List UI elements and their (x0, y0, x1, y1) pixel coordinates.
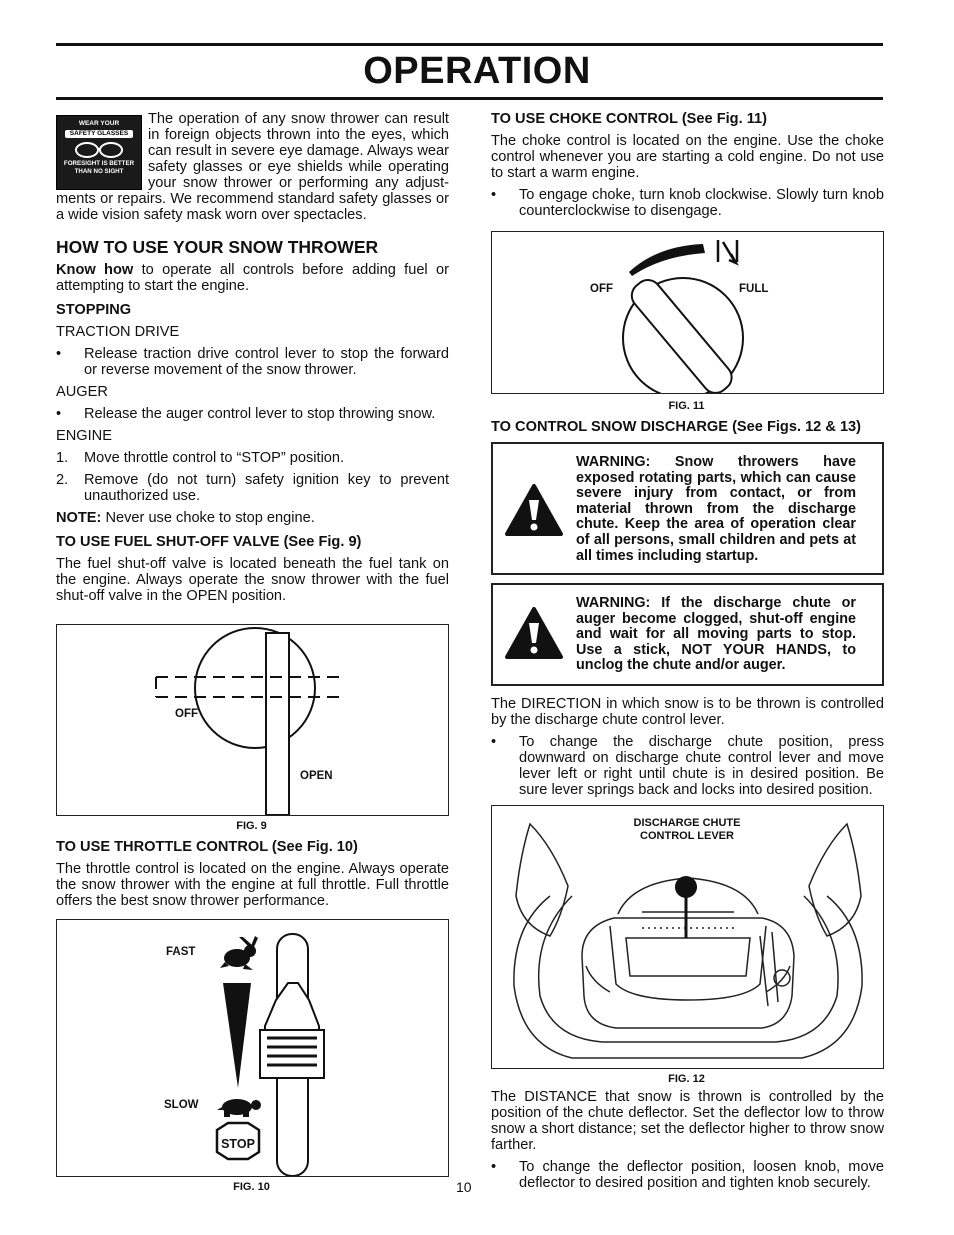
fig10-slow-label: SLOW (164, 1099, 199, 1111)
glasses-icon (57, 140, 141, 160)
turtle-icon (217, 1095, 263, 1122)
fig11-diagram (491, 231, 884, 394)
fig12-label: DISCHARGE CHUTE CONTROL LEVER (633, 817, 741, 842)
auger-label: AUGER (56, 384, 108, 400)
warning-text-2: WARNING: If the discharge chute or auger become clogged, shut-off engine and wait for all moving parts to stop. Use a stick, NOT YOUR HANDS, to unclog the chute and/or auger. (576, 595, 856, 674)
intro-line: safety glasses or eye shields while operating (148, 159, 449, 175)
safety-glasses-badge: WEAR YOUR SAFETY GLASSES FORESIGHT IS BETTER THAN NO SIGHT (56, 115, 142, 190)
page-number: 10 (456, 1179, 472, 1195)
distance-text: The DISTANCE that snow is thrown is controlled by the position of the chute deflector. Set the deflector low to throw snow a short distance; set the deflector higher to throw snow farther. (491, 1089, 884, 1153)
engine-label: ENGINE (56, 428, 112, 444)
discharge-heading: TO CONTROL SNOW DISCHARGE (See Figs. 12 & 13) (491, 419, 862, 435)
list-item: • To change the deflector position, loosen knob, move deflector to desired position and tighten knob securely. (491, 1159, 884, 1191)
fig9-off-label: OFF (175, 708, 198, 720)
fig12-diagram (491, 805, 884, 1069)
fig11-off-label: OFF (590, 283, 613, 295)
right-column-top (491, 111, 884, 225)
know-how-text: Know how to operate all controls before adding fuel or attempting to start the engine. (56, 262, 449, 294)
rabbit-icon (219, 936, 263, 977)
list-item: • To engage choke, turn knob clockwise. Slowly turn knob counterclockwise to disengage. (491, 187, 884, 219)
fig9-diagram (56, 624, 449, 816)
fig10-fast-label: FAST (166, 946, 196, 958)
intro-line: The operation of any snow thrower can result (148, 111, 449, 127)
intro-wrap (148, 111, 449, 191)
top-rule (56, 43, 883, 46)
intro-line: can result in severe eye damage. Always wear (148, 143, 449, 159)
choke-heading: TO USE CHOKE CONTROL (See Fig. 11) (491, 111, 767, 127)
left-column (56, 111, 449, 610)
distance-section (491, 1089, 884, 1197)
choke-text: The choke control is located on the engine. Use the choke control whenever you are starting a cold engine. Do not use to start a warm engine. (491, 133, 884, 181)
list-item: 2. Remove (do not turn) safety ignition key to prevent unauthorized use. (56, 472, 449, 504)
warning-text-1: WARNING: Snow throwers have exposed rotating parts, which can cause severe injury from contact, or from material thrown from the discharge chute. Keep the area of operation clear of all persons, small children and pets at all times including startup. (576, 454, 856, 564)
fig11-full-label: FULL (739, 283, 769, 295)
intro-text: ments or repairs. We recommend standard safety glasses or a wide vision safety mask worn over spectacles. (56, 191, 449, 223)
note-text: NOTE: Never use choke to stop engine. (56, 510, 315, 526)
fig11-caption: FIG. 11 (668, 400, 705, 412)
throttle-text: The throttle control is located on the engine. Always operate the snow thrower with the engine at full throttle. Full throttle offers the best snow thrower performance. (56, 861, 449, 909)
fig12-caption: FIG. 12 (668, 1073, 705, 1085)
warning-box-2 (491, 583, 884, 686)
fig10-diagram (56, 919, 449, 1177)
fuel-heading: TO USE FUEL SHUT-OFF VALVE (See Fig. 9) (56, 534, 362, 550)
warning-icon (505, 607, 563, 664)
direction-text: The DIRECTION in which snow is to be thrown is controlled by the discharge chute control lever. (491, 696, 884, 728)
throttle-section (56, 839, 449, 915)
fig10-caption: FIG. 10 (233, 1181, 270, 1193)
list-item: 1. Move throttle control to “STOP” position. (56, 450, 345, 466)
throttle-heading: TO USE THROTTLE CONTROL (See Fig. 10) (56, 839, 358, 855)
list-item: • Release the auger control lever to stop throwing snow. (56, 406, 436, 422)
fig9-open-label: OPEN (300, 770, 333, 782)
intro-line: your snow thrower or performing any adjust- (148, 175, 449, 191)
direction-section (491, 696, 884, 804)
title-underline (56, 97, 883, 100)
fig9-caption: FIG. 9 (236, 820, 267, 832)
intro-line: in foreign objects thrown into the eyes, which (148, 127, 449, 143)
page-title: OPERATION (363, 50, 591, 92)
fuel-text: The fuel shut-off valve is located beneath the fuel tank on the engine. Always operate the snow thrower with the fuel shut-off valve in the OPEN position. (56, 556, 449, 604)
stopping-heading: STOPPING (56, 302, 132, 318)
warning-icon (505, 484, 563, 541)
list-item: • Release traction drive control lever to stop the forward or reverse movement of the snow thrower. (56, 346, 449, 378)
discharge-heading-block (491, 419, 884, 441)
stop-sign: STOP (221, 1137, 255, 1151)
warning-box-1 (491, 442, 884, 575)
list-item: • To change the discharge chute position, press downward on discharge chute control lever and move lever left or right until chute is in desired position. Be sure lever springs back and locks into desired position. (491, 734, 884, 798)
traction-label: TRACTION DRIVE (56, 324, 180, 340)
how-heading: HOW TO USE YOUR SNOW THROWER (56, 237, 379, 257)
